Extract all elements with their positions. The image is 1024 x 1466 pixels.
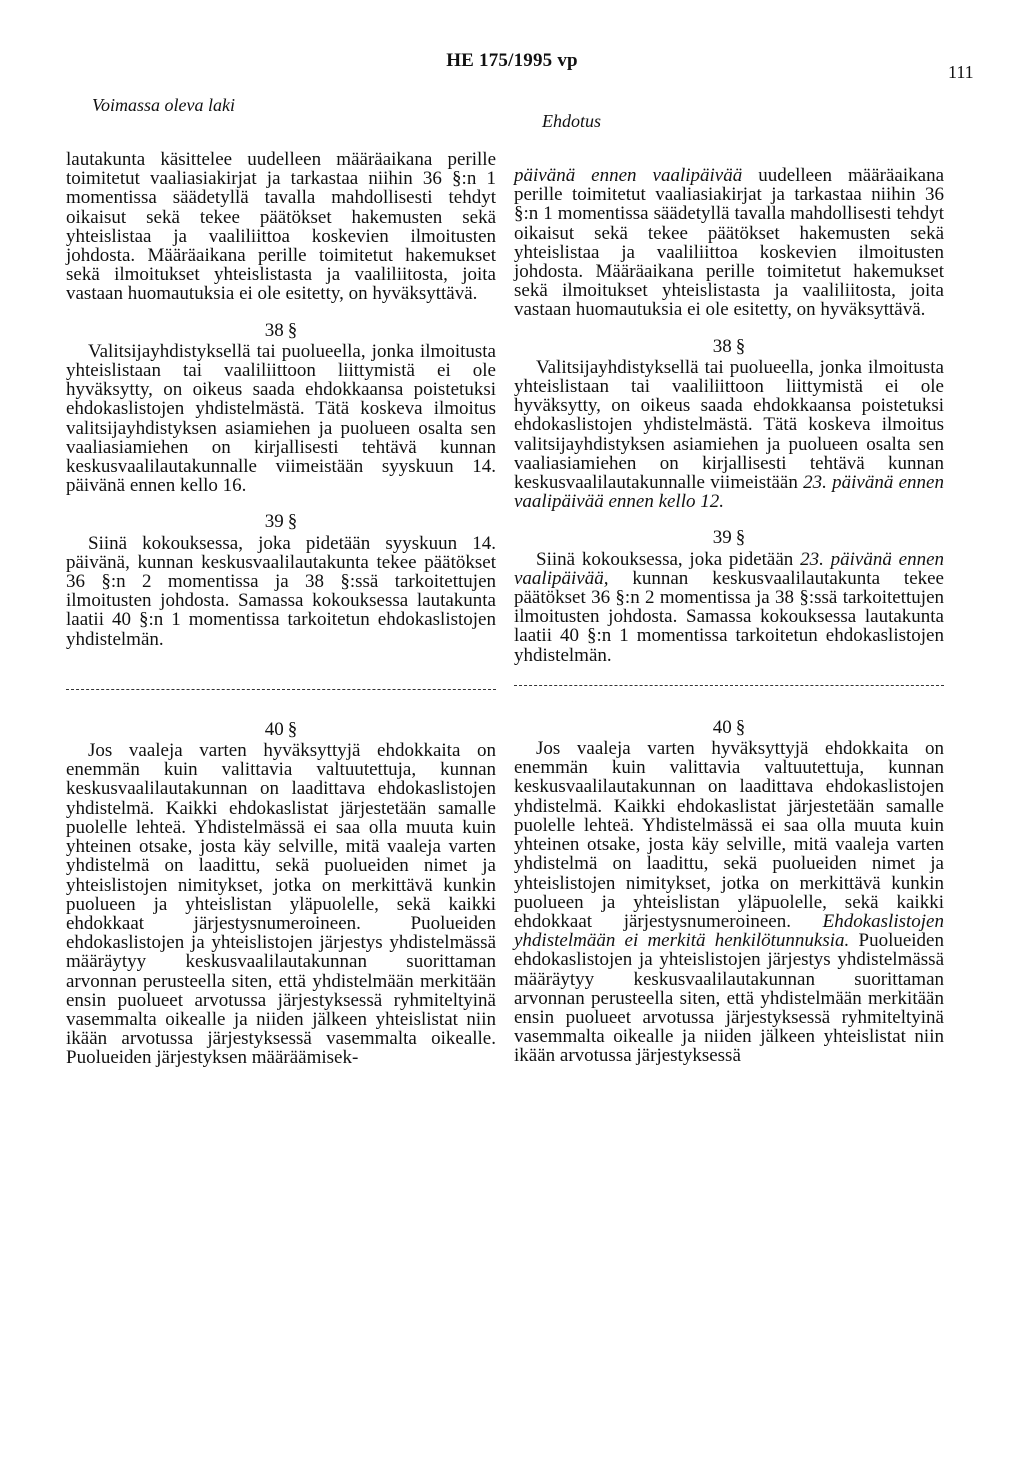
amended-text: 23. päivänä ennen vaalipäivää, (514, 548, 944, 589)
section-sign: § (735, 335, 746, 357)
omission-separator (514, 685, 944, 686)
section-40-text (514, 739, 944, 1065)
section-number: 38 (712, 335, 732, 357)
paragraph-continuation (514, 166, 944, 320)
section-40-text: Jos vaaleja varten hyväksyttyjä ehdokkaita on enemmän kuin valittavia valtuutettuja, kunnan keskusvaalilautakunnan on laadittava ehdokaslistojen yhdistelmä. Kaikki ehdokaslistat järjestetään samalle puolelle lehteä. Yhdistelmässä ei saa olla muuta kuin yhteinen otsake, josta käy selville, mitä vaaleja varten yhdistelmä on laadittu, sekä puolueiden nimet ja yhteislistojen nimitykset, jotka on merkittävä kunkin puolueen ja yhteislistan yläpuolelle, sekä kaikki ehdokkaat järjestysnumeroineen. Puolueiden ehdokaslistojen ja yhteislistojen järjestys yhdistelmässä määräytyy keskusvaalilautakunnan suorittaman arvonnan perusteella siten, että yhdistelmään merkitään ensin puolueet arvotussa järjestyksessä ryhmiteltyinä vasemmalta oikealle ja niiden jälkeen yhteislistat niin ikään arvotussa järjestyksessä vasemmalta oikealle. Puolueiden järjestyksen määräämisek- (66, 740, 496, 1069)
section-sign: § (735, 527, 746, 549)
document-header: HE 175/1995 vp (446, 50, 578, 71)
section-38-text (514, 358, 944, 512)
section-heading-39 (66, 512, 496, 531)
paragraph-text: kunnan keskusvaalilautakunta tekee päätökset 36 §:n 2 momentissa ja 38 §:ssä tarkoitettujen ilmoitusten johdosta. Samassa kokouksessa lautakunta laatii 40 §:n 1 momentissa tarkoitetun ehdokaslistojen yhdistelmän. (514, 567, 944, 666)
proposal-column (514, 166, 944, 1066)
paragraph-text: Puolueiden ehdokaslistojen ja yhteislistojen järjestys yhdistelmässä määräytyy keskusvaalilautakunnan suorittaman arvonnan perusteella siten, että yhdistelmään merkitään ensin puolueet arvotussa järjestyksessä ryhmiteltyinä vasemmalta oikealle ja niiden jälkeen yhteislistat niin ikään arvotussa järjestyksessä (514, 930, 944, 1067)
amended-text: päivänä ennen vaalipäivää (514, 165, 743, 186)
section-number: 39 (264, 511, 284, 533)
current-law-column (66, 150, 496, 1068)
section-heading-40 (514, 718, 944, 737)
section-heading-38 (514, 337, 944, 356)
amended-text: 23. päivänä ennen vaalipäivää ennen kello 12. (514, 472, 944, 513)
section-sign: § (735, 716, 746, 738)
section-heading-39 (514, 528, 944, 547)
section-number: 39 (712, 527, 732, 549)
section-sign: § (287, 319, 298, 341)
section-sign: § (287, 511, 298, 533)
paragraph-text: uudelleen määräaikana perille toimitetut vaaliasiakirjat ja tarkastaa niihin 36 §:n 1 momentissa säädetyllä tavalla mahdollisesti tehdyt oikaisut sekä tekee päätökset hakemusten sekä yhteislistaa ja vaaliliittoa koskevien ilmoitusten johdosta. Määräaikana perille toimitetut hakemukset sekä ilmoitukset yhteislistasta ja vaaliliitosta, joita vastaan huomautuksia ei ole esitetty, on hyväksyttävä. (514, 165, 944, 321)
section-number: 40 (712, 716, 732, 738)
page-number: 111 (948, 62, 974, 82)
amended-text: Ehdokaslistojen yhdistelmään ei merkitä henkilötunnuksia. (514, 910, 944, 952)
section-sign: § (287, 718, 298, 740)
paragraph-text: Jos vaaleja varten hyväksyttyjä ehdokkaita on enemmän kuin valittavia valtuutettuja, kunnan keskusvaalilautakunnan on laadittava ehdokaslistojen yhdistelmä. Kaikki ehdokaslistat järjestetään samalle puolelle lehteä. Yhdistelmässä ei saa olla muuta kuin yhteinen otsake, josta käy selville, mitä vaaleja varten yhdistelmä on laadittu, sekä puolueiden nimet ja yhteislistojen nimitykset, jotka on merkittävä kunkin puolueen ja yhteislistan yläpuolelle, sekä kaikki ehdokkaat järjestysnumeroineen. (514, 738, 944, 932)
left-column-heading: Voimassa oleva laki (92, 95, 235, 115)
omission-separator (66, 689, 496, 690)
paragraph-text: Siinä kokouksessa, joka pidetään (536, 548, 801, 570)
section-39-text: Siinä kokouksessa, joka pidetään syyskuun 14. päivänä, kunnan keskusvaalilautakunta tekee päätökset 36 §:n 2 momentissa ja 38 §:ssä tarkoitettujen ilmoitusten johdosta. Samassa kokouksessa lautakunta laatii 40 §:n 1 momentissa tarkoitetun ehdokaslistojen yhdistelmän. (66, 532, 496, 650)
section-heading-38 (66, 321, 496, 340)
section-39-text (514, 550, 944, 665)
paragraph-text: Valitsijayhdistyksellä tai puolueella, jonka ilmoitusta yhteislistaan tai vaaliliittoon liittymistä ei ole hyväksytty, on oikeus saada ehdokkaansa poistetuksi ehdokaslistojen yhdistelmästä. Tätä koskeva ilmoitus valitsijayhdistyksen asiamiehen ja puolueen osalta sen vaaliasiamiehen on kirjallisesti tehtävä kunnan keskusvaalilautakunnalle viimeistään (514, 356, 944, 494)
section-number: 40 (264, 718, 284, 740)
section-heading-40 (66, 720, 496, 739)
right-column-heading: Ehdotus (542, 111, 602, 131)
section-number: 38 (264, 319, 284, 341)
section-38-text: Valitsijayhdistyksellä tai puolueella, jonka ilmoitusta yhteislistaan tai vaaliliittoon liittymistä ei ole hyväksytty, on oikeus saada ehdokkaansa poistetuksi ehdokaslistojen yhdistelmästä. Tätä koskeva ilmoitus valitsijayhdistyksen asiamiehen ja puolueen osalta sen vaaliasiamiehen on kirjallisesti tehtävä kunnan keskusvaalilautakunnalle viimeistään syyskuun 14. päivänä ennen kello 16. (66, 340, 496, 497)
paragraph-continuation: lautakunta käsittelee uudelleen määräaikana perille toimitetut vaaliasiakirjat ja tarkastaa niihin 36 §:n 1 momentissa säädetyllä tavalla mahdollisesti tehdyt oikaisut sekä tekee päätökset hakemusten sekä yhteislistaa ja vaaliliittoa koskevien ilmoitusten johdosta. Määräaikana perille toimitetut hakemukset sekä ilmoitukset yhteislistasta ja vaaliliitosta, joita vastaan huomautuksia ei ole esitetty, on hyväksyttävä. (66, 149, 496, 305)
